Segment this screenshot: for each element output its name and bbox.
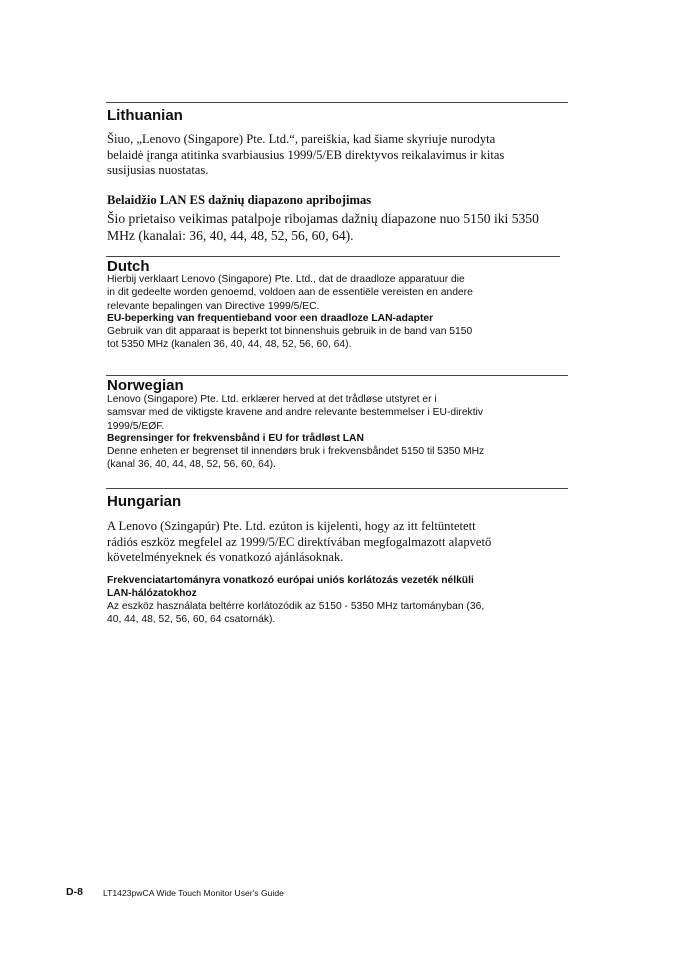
section-subheading-norwegian: Begrensinger for frekvensbånd i EU for trådløst LAN [107,433,364,444]
section-heading-norwegian: Norwegian [107,377,184,394]
section-heading-lithuanian: Lithuanian [107,107,183,124]
section-restriction-norwegian: Denne enheten er begrenset til innendørs bruk i frekvensbåndet 5150 til 5350 MHz (kanal 36, 40, 44, 48, 52, 56, 60, 64). [107,446,485,471]
section-paragraph-lithuanian: Šiuo, „Lenovo (Singapore) Pte. Ltd.“, pareiškia, kad šiame skyriuje nurodyta belaidė įranga atitinka svarbiausius 1999/5/EB direktyvos reikalavimus ir kitas susijusias nuostatas. [107,132,505,177]
section-subheading-dutch: EU-beperking van frequentieband voor een draadloze LAN-adapter [107,313,434,324]
page-number: D-8 [66,886,83,898]
section-restriction-dutch: Gebruik van dit apparaat is beperkt tot binnenshuis gebruik in de band van 5150 tot 5350 MHz (kanalen 36, 40, 44, 48, 52, 56, 60, 64). [107,326,473,351]
section-divider [106,256,560,257]
section-restriction-lithuanian: Šio prietaiso veikimas patalpoje ribojamas dažnių diapazone nuo 5150 iki 5350 MHz (kanalai: 36, 40, 44, 48, 52, 56, 60, 64). [107,211,539,243]
section-paragraph-dutch: Hierbij verklaart Lenovo (Singapore) Pte. Ltd., dat de draadloze apparatuur die in dit gedeelte worden genoemd, voldoen aan de essentiële vereisten en andere relevante bepalingen van Directive 1999/5/EC. [107,274,473,312]
footer-title: LT1423pwCA Wide Touch Monitor User's Guide [103,888,284,898]
section-divider [106,488,568,489]
section-restriction-hungarian: Az eszköz használata beltérre korlátozódik az 5150 - 5350 MHz tartományban (36, 40, 44, 48, 52, 56, 60, 64 csatornák). [107,601,485,626]
section-heading-hungarian: Hungarian [107,493,182,510]
section-divider [106,375,568,376]
section-divider [106,102,568,103]
section-paragraph-norwegian: Lenovo (Singapore) Pte. Ltd. erklærer herved at det trådløse utstyret er i samsvar med de viktigste kravene and andre relevante bestemmelser i EU-direktiv 1999/5/EØF. [107,394,483,432]
section-subheading-hungarian: Frekvenciatartományra vonatkozó európai uniós korlátozás vezeték nélküli LAN-hálózatokhoz [107,575,474,600]
section-subheading-lithuanian: Belaidžio LAN ES dažnių diapazono apribojimas [107,193,372,207]
section-paragraph-hungarian: A Lenovo (Szingapúr) Pte. Ltd. ezúton is kijelenti, hogy az itt feltüntetett rádiós eszköz megfelel az 1999/5/EC direktívában megfogalmazott alapvető követelményeknek és vonatkozó ajánlásoknak. [107,519,492,564]
section-heading-dutch: Dutch [107,258,150,275]
